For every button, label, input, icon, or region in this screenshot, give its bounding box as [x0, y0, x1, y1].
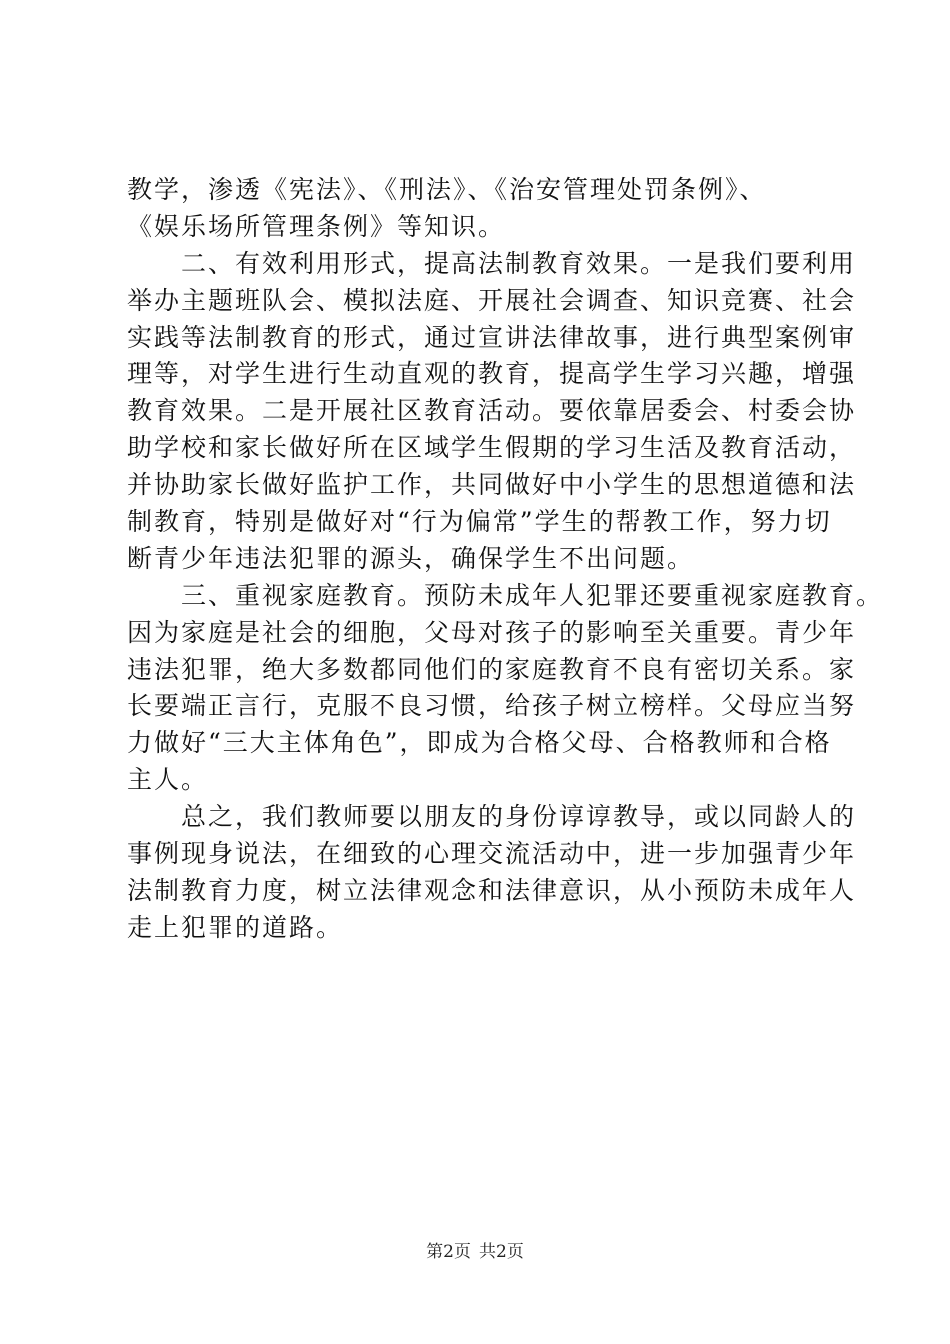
- page-total: 共2页: [479, 1242, 524, 1262]
- text-line: 并协助家长做好监护工作，共同做好中小学生的思想道德和法: [127, 470, 857, 500]
- text-line: 《娱乐场所管理条例》等知识。: [127, 211, 506, 241]
- text-line: 事例现身说法，在细致的心理交流活动中，进一步加强青少年: [127, 839, 857, 869]
- page-number: 第2页: [426, 1242, 471, 1262]
- text-line: 总之，我们教师要以朋友的身份谆谆教导，或以同龄人的: [127, 802, 857, 832]
- text-line: 制教育，特别是做好对“行为偏常”学生的帮教工作，努力切: [127, 507, 832, 537]
- text-line: 实践等法制教育的形式，通过宣讲法律故事，进行典型案例审: [127, 322, 857, 352]
- text-line: 助学校和家长做好所在区域学生假期的学习生活及教育活动，: [127, 433, 857, 463]
- text-line: 教学，渗透《宪法》、《刑法》、《治安管理处罚条例》、: [127, 175, 767, 204]
- document-body: [127, 172, 884, 947]
- text-line: 走上犯罪的道路。: [127, 912, 344, 942]
- text-line: 因为家庭是社会的细胞，父母对孩子的影响至关重要。青少年: [127, 617, 857, 647]
- text-line: 断青少年违法犯罪的源头，确保学生不出问题。: [127, 543, 695, 573]
- text-line: 违法犯罪，绝大多数都同他们的家庭教育不良有密切关系。家: [127, 654, 857, 684]
- text-line: 法制教育力度，树立法律观念和法律意识，从小预防未成年人: [127, 875, 857, 905]
- page-footer: [0, 1240, 950, 1264]
- text-line: 理等，对学生进行生动直观的教育，提高学生学习兴趣，增强: [127, 359, 857, 389]
- text-line: 举办主题班队会、模拟法庭、开展社会调查、知识竞赛、社会: [127, 285, 857, 315]
- text-line: 长要端正言行，克服不良习惯，给孩子树立榜样。父母应当努: [127, 691, 857, 721]
- text-line: 力做好“三大主体角色”，即成为合格父母、合格教师和合格: [127, 728, 832, 758]
- text-line: 教育效果。二是开展社区教育活动。要依靠居委会、村委会协: [127, 396, 857, 426]
- text-line: 主人。: [127, 765, 209, 795]
- text-line: 二、有效利用形式，提高法制教育效果。一是我们要利用: [127, 248, 857, 278]
- text-line: 三、重视家庭教育。预防未成年人犯罪还要重视家庭教育。: [127, 580, 884, 610]
